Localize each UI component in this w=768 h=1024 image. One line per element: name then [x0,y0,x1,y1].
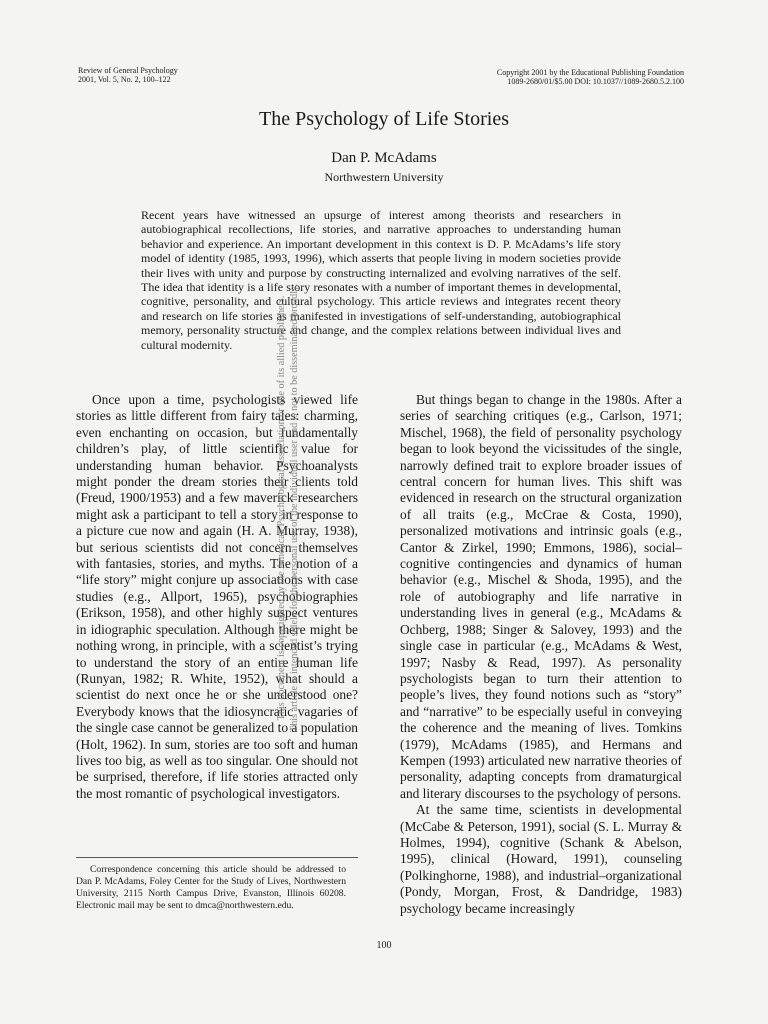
body-column-right [400,392,682,917]
body-column-left [76,392,358,802]
sidebar-line: This document is copyrighted by the American Psychological Association or one of its allied publishers. [276,295,287,721]
article-title: The Psychology of Life Stories [259,108,509,130]
footnote-divider [76,857,358,858]
author-affiliation: Northwestern University [324,170,444,184]
journal-volume: 2001, Vol. 5, No. 2, 100–122 [78,75,171,84]
copyright-header [364,68,684,86]
author-name: Dan P. McAdams [331,150,437,166]
journal-header [78,66,328,84]
abstract: Recent years have witnessed an upsurge of interest among theorists and researchers in autobiographical recollections, life stories, and narrative approaches to understanding human behavior and experience. An important development in this context is D. P. McAdams’s life story model of identity (1985, 1993, 1996), which asserts that people living in modern societies provide their lives with unity and purpose by constructing internalized and evolving narratives of the self. The idea that identity is a life story resonates with a number of important themes in developmental, cognitive, personality, and cultural psychology. This article reviews and integrates recent theory and research on life stories as manifested in investigations of self-understanding, autobiographical memory, personality structure and change, and the complex relations between individual lives and cultural modernity. [141,208,621,352]
body-paragraph: But things began to change in the 1980s. After a series of searching critiques (e.g., Carlson, 1971; Mischel, 1968), the field of personality psychology began to look beyond the vicissitudes of the single, narrowly defined trait to explore broader issues of central concern for human lives. This shift was evidenced in research on the structural organization of all traits (e.g., McCrae & Costa, 1990), personalized motivations and intrinsic goals (e.g., Cantor & Zirkel, 1990; Emmons, 1986), social–cognitive contingencies and dynamics of human behavior (e.g., Mischel & Shoda, 1995), and the role of autobiography and life narrative in understanding lives in general (e.g., McAdams & Ochberg, 1988; Singer & Salovey, 1993) and the single case in particular (e.g., McAdams & West, 1997; Nasby & Read, 1997). As personality psychologists began to turn their attention to people’s lives, they found notions such as “story” and “narrative” to be especially useful in conveying the coherence and the meaning of lives. Tomkins (1979), McAdams (1985), and Hermans and Kempen (1993) articulated new narrative theories of personality, adapting concepts from dramaturgical and literary discourses to the psychology of persons. [400,392,682,801]
correspondence-footnote: Correspondence concerning this article should be addressed to Dan P. McAdams, Foley Center for the Study of Lives, Northwestern University, 2115 North Campus Drive, Evanston, Illinois 60208. Electronic mail may be sent to dmca@northwestern.edu. [76,864,346,911]
page-number: 100 [376,940,392,951]
copyright-line: Copyright 2001 by the Educational Publishing Foundation [496,68,684,77]
copyright-sidebar [275,248,301,768]
body-paragraph: At the same time, scientists in developmental (McCabe & Peterson, 1991), social (S. L. Murray & Holmes, 1994), cognitive (Schank & Abelson, 1995), clinical (Howard, 1991), counseling (Polkinghorne, 1988), and industrial–organizational (Pondy, Morgan, Frost, & Dandridge, 1983) psychology became increasingly [400,802,682,916]
body-paragraph: Once upon a time, psychologists viewed life stories as little different from fairy tales: charming, even enchanting on occasion, but fundamentally children’s play, of little scientific value for understanding human behavior. Psychoanalysts might ponder the dream stories their clients told (Freud, 1900/1953) and a few maverick researchers might ask a participant to tell a story in response to a picture cue now and again (H. A. Murray, 1938), but serious scientists did not concern themselves with fantasies, stories, and myths. The notion of a “life story” might conjure up associations with case studies (e.g., Allport, 1965), psychobiographies (Erikson, 1958), and other highly suspect ventures in idiographic speculation. Although there might be nothing wrong, in principle, with a scientist’s trying to understand the story of an entire human life (Runyan, 1982; R. White, 1952), what should a scientist do next once he or she understood one? Everybody knows that the idiosyncratic vagaries of the single case cannot be generalized to a population (Holt, 1962). In sum, stories are too soft and human lives too big, as well as too singular. One should not be surprised, therefore, if life stories attracted only the most romantic of psychological investigators. [76,392,358,801]
journal-name: Review of General Psychology [78,66,178,75]
doi-line: 1089-2680/01/$5.00 DOI: 10.1037//1089-2680.5.2.100 [507,77,684,86]
sidebar-line: This article is intended solely for the personal use of the individual user and is not to be disseminated broadly. [289,283,300,733]
